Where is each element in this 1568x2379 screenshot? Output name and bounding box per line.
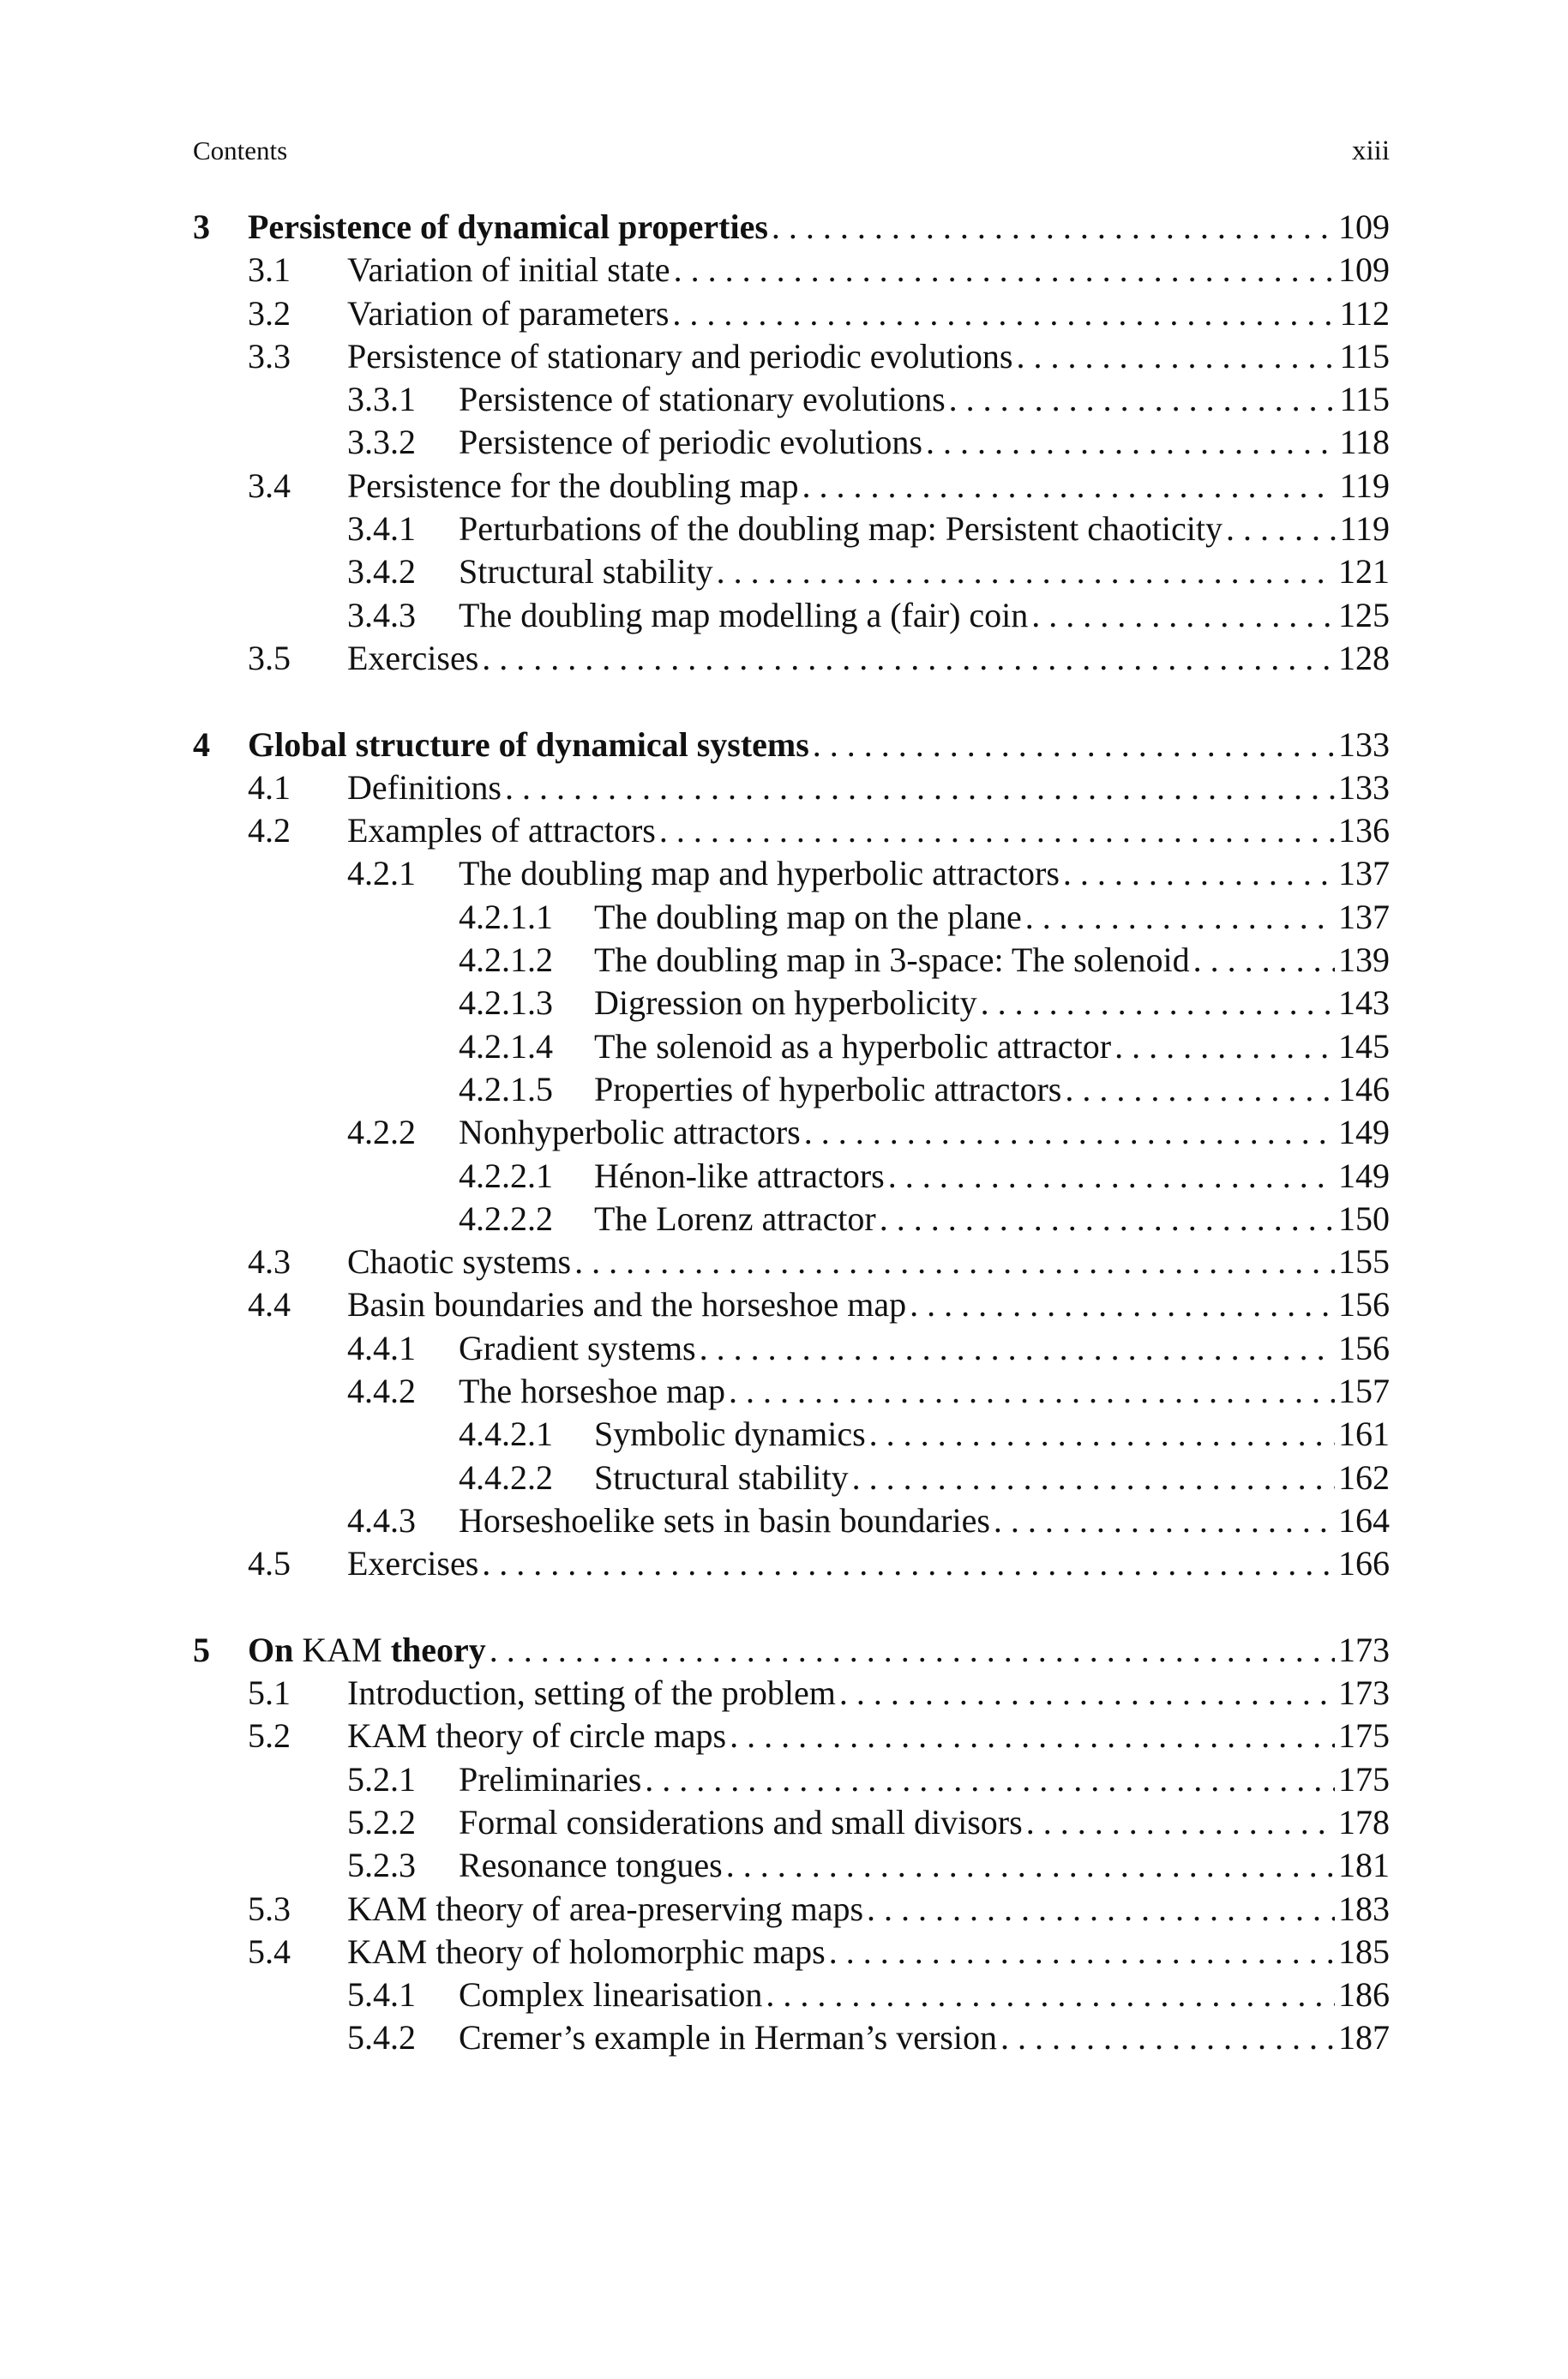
toc-entry-number: 4.3 <box>248 1242 291 1282</box>
toc-entry-row[interactable] <box>193 1542 1390 1585</box>
toc-entry-number: 4.4.2.2 <box>459 1457 553 1497</box>
dot-leader <box>926 421 1337 464</box>
toc-entry-number: 5.2.2 <box>347 1802 416 1841</box>
toc-entry <box>594 1025 1390 1068</box>
toc-entry-title: Cremer’s example in Herman’s version <box>459 2018 997 2058</box>
toc-entry <box>459 550 1390 593</box>
toc-entry-title: Definitions <box>347 767 502 807</box>
dot-leader <box>729 1370 1335 1413</box>
dot-leader <box>910 1283 1335 1326</box>
toc-page-number: 149 <box>1338 1156 1390 1195</box>
dot-leader <box>852 1457 1335 1499</box>
toc-entry-title: Persistence of stationary evolutions <box>459 380 946 419</box>
toc-page-number: 145 <box>1338 1026 1390 1066</box>
toc-entry-row[interactable] <box>193 1844 1390 1887</box>
toc-entry <box>248 724 1390 766</box>
toc-entry-row[interactable] <box>193 637 1390 680</box>
toc-entry <box>248 206 1390 249</box>
toc-entry <box>248 1629 1390 1672</box>
toc-entry-title: Chaotic systems <box>347 1242 572 1282</box>
toc-entry-number: 4.2 <box>248 811 291 850</box>
toc-entry-row[interactable] <box>193 766 1390 809</box>
dot-leader <box>1193 939 1335 982</box>
dot-leader <box>730 1715 1335 1757</box>
toc-entry-title: The doubling map in 3-space: The solenoid <box>594 940 1190 980</box>
page-number: xiii <box>1351 135 1390 166</box>
toc-page-number: 185 <box>1338 1931 1390 1971</box>
toc-entry-title: KAM theory of area-preserving maps <box>347 1889 864 1928</box>
toc-entry-title: Persistence of dynamical properties <box>248 207 768 246</box>
toc-entry-title: The solenoid as a hyperbolic attractor <box>594 1026 1112 1066</box>
toc-entry-row[interactable] <box>193 508 1390 550</box>
toc-entry <box>347 1672 1390 1715</box>
toc-entry-number: 4.4.2 <box>347 1372 416 1411</box>
toc-entry-title: Persistence for the doubling map <box>347 466 799 505</box>
toc-entry-title: Global structure of dynamical systems <box>248 724 809 764</box>
toc-entry-title: Structural stability <box>459 552 713 592</box>
dot-leader <box>1025 896 1335 939</box>
toc-entry-title: Complex linearisation <box>459 1975 763 2015</box>
toc-page-number: 119 <box>1339 466 1390 505</box>
dot-leader <box>1016 335 1336 378</box>
toc-title-part: theory <box>381 1630 486 1669</box>
toc-entry-title: The doubling map on the plane <box>594 897 1022 936</box>
toc-entry-row[interactable] <box>193 1241 1390 1283</box>
toc-entry-row[interactable] <box>193 1370 1390 1413</box>
toc-entry-title: Exercises <box>347 638 479 677</box>
toc-entry-row[interactable] <box>193 1457 1390 1499</box>
toc-entry-number: 3.3 <box>248 336 291 375</box>
dot-leader <box>1226 508 1337 550</box>
toc-entry-title: KAM theory of holomorphic maps <box>347 1931 826 1971</box>
toc-entry-row[interactable] <box>193 421 1390 464</box>
toc-page-number: 136 <box>1338 811 1390 850</box>
toc-page-number: 173 <box>1338 1673 1390 1713</box>
toc-entry-number: 4.2.1 <box>347 854 416 893</box>
toc-page-number: 175 <box>1338 1716 1390 1756</box>
dot-leader <box>981 982 1335 1024</box>
toc-entry <box>347 637 1390 680</box>
toc-entry-number: 4 <box>193 724 210 764</box>
toc-entry <box>594 939 1390 982</box>
dot-leader <box>829 1931 1335 1973</box>
toc-page-number: 128 <box>1338 638 1390 677</box>
toc-entry-number: 3.5 <box>248 638 291 677</box>
toc-entry-number: 5.4.1 <box>347 1975 416 2015</box>
toc-entry-number: 5.3 <box>248 1889 291 1928</box>
dot-leader <box>772 206 1335 249</box>
toc-entry-row[interactable] <box>193 1111 1390 1154</box>
toc-entry-row[interactable] <box>193 1801 1390 1844</box>
dot-leader <box>888 1155 1335 1198</box>
dot-leader <box>1063 852 1335 895</box>
toc-entry <box>459 1327 1390 1370</box>
toc-entry-row[interactable] <box>193 1672 1390 1715</box>
toc-title-acronym: KAM <box>302 1630 382 1669</box>
toc-page-number: 115 <box>1339 380 1390 419</box>
toc-entry <box>347 249 1390 291</box>
dot-leader <box>1114 1025 1335 1068</box>
toc-entry-title: Horseshoelike sets in basin boundaries <box>459 1500 990 1540</box>
toc-entry-row[interactable] <box>193 1973 1390 2016</box>
toc-entry-row[interactable] <box>193 1198 1390 1241</box>
toc-entry <box>594 1068 1390 1111</box>
toc-chapter-row[interactable] <box>193 206 1390 249</box>
toc-entry-title: Nonhyperbolic attractors <box>459 1113 801 1152</box>
toc-page-number: 181 <box>1338 1846 1390 1885</box>
toc-entry-number: 5.2.3 <box>347 1846 416 1885</box>
toc-entry-row[interactable] <box>193 2016 1390 2059</box>
toc-entry-number: 5.2.1 <box>347 1759 416 1799</box>
toc-entry-number: 4.4.3 <box>347 1500 416 1540</box>
toc-entry-row[interactable] <box>193 1888 1390 1931</box>
toc-page-number: 137 <box>1338 854 1390 893</box>
toc-entry-title: The doubling map modelling a (fair) coin <box>459 595 1029 634</box>
toc-page-number: 139 <box>1338 940 1390 980</box>
toc-page-number: 156 <box>1338 1285 1390 1325</box>
toc-entry <box>594 1198 1390 1241</box>
toc-entry <box>594 1413 1390 1456</box>
toc-page-number: 157 <box>1338 1372 1390 1411</box>
toc-entry <box>459 1801 1390 1844</box>
toc-entry-number: 4.4.1 <box>347 1328 416 1367</box>
toc-page-number: 143 <box>1338 983 1390 1023</box>
toc-entry <box>347 1241 1390 1283</box>
toc-page-number: 175 <box>1338 1759 1390 1799</box>
toc-entry-row[interactable] <box>193 939 1390 982</box>
toc-entry-number: 4.2.1.1 <box>459 897 553 936</box>
toc-page-number: 183 <box>1338 1889 1390 1928</box>
toc-page-number: 155 <box>1338 1242 1390 1282</box>
toc-entry <box>459 852 1390 895</box>
toc-entry-number: 3.4.3 <box>347 595 416 634</box>
toc-entry <box>459 508 1390 550</box>
running-header-title: Contents <box>193 135 288 165</box>
toc-entry-row[interactable] <box>193 1155 1390 1198</box>
dot-leader <box>717 550 1335 593</box>
toc-entry-title <box>248 1629 486 1672</box>
toc-entry-title: KAM theory of circle maps <box>347 1716 727 1756</box>
toc-page-number: 178 <box>1338 1802 1390 1841</box>
dot-leader <box>490 1629 1335 1672</box>
toc-entry-number: 3 <box>193 207 210 246</box>
toc-entry-title: The Lorenz attractor <box>594 1199 876 1238</box>
toc-entry-number: 3.3.1 <box>347 380 416 419</box>
toc-entry <box>347 1888 1390 1931</box>
dot-leader <box>482 1542 1335 1585</box>
toc-entry <box>347 766 1390 809</box>
toc-entry-title: Preliminaries <box>459 1759 642 1799</box>
toc-entry-number: 5.1 <box>248 1673 291 1713</box>
toc-page-number: 118 <box>1339 423 1390 462</box>
toc-entry-number: 4.4 <box>248 1285 291 1325</box>
toc-entry <box>347 1283 1390 1326</box>
toc-entry-row[interactable] <box>193 1327 1390 1370</box>
dot-leader <box>700 1327 1335 1370</box>
table-of-contents <box>193 206 1390 2060</box>
toc-entry-title: Perturbations of the doubling map: Persistent chaoticity <box>459 509 1223 549</box>
toc-entry-row[interactable] <box>193 1068 1390 1111</box>
dot-leader <box>659 809 1335 852</box>
dot-leader <box>867 1888 1335 1931</box>
toc-entry-title: Digression on hyperbolicity <box>594 983 977 1023</box>
toc-entry-number: 4.2.2 <box>347 1113 416 1152</box>
toc-entry <box>347 292 1390 335</box>
dot-leader <box>839 1672 1335 1715</box>
toc-entry <box>459 1973 1390 2016</box>
toc-entry-row[interactable] <box>193 594 1390 637</box>
toc-entry-row[interactable] <box>193 1499 1390 1542</box>
toc-entry-row[interactable] <box>193 1025 1390 1068</box>
toc-entry-row[interactable] <box>193 896 1390 939</box>
toc-entry <box>459 1758 1390 1801</box>
toc-entry <box>594 896 1390 939</box>
dot-leader <box>672 292 1336 335</box>
dot-leader <box>766 1973 1335 2016</box>
toc-entry-number: 4.2.2.1 <box>459 1156 553 1195</box>
toc-entry <box>594 1155 1390 1198</box>
toc-page-number: 115 <box>1339 336 1390 375</box>
toc-entry-title: Structural stability <box>594 1457 849 1497</box>
toc-entry-title: Properties of hyperbolic attractors <box>594 1069 1062 1108</box>
toc-page-number: 161 <box>1338 1415 1390 1454</box>
toc-title-part: On <box>248 1630 303 1669</box>
dot-leader <box>505 766 1335 809</box>
dot-leader <box>869 1413 1335 1456</box>
dot-leader <box>574 1241 1335 1283</box>
toc-page-number: 137 <box>1338 897 1390 936</box>
toc-entry-row[interactable] <box>193 809 1390 852</box>
toc-page-number: 109 <box>1338 207 1390 246</box>
toc-entry-title: Variation of initial state <box>347 250 670 290</box>
toc-entry-number: 5.4.2 <box>347 2018 416 2058</box>
toc-page-number: 121 <box>1338 552 1390 592</box>
toc-entry-row[interactable] <box>193 465 1390 508</box>
toc-entry-row[interactable] <box>193 852 1390 895</box>
toc-chapter-row[interactable] <box>193 1629 1390 1672</box>
dot-leader <box>482 637 1335 680</box>
toc-entry-title: Resonance tongues <box>459 1846 723 1885</box>
toc-entry-row[interactable] <box>193 982 1390 1024</box>
toc-page-number: 166 <box>1338 1544 1390 1583</box>
chapter-spacer <box>193 680 1390 723</box>
toc-page-number: 162 <box>1338 1457 1390 1497</box>
toc-page-number: 109 <box>1338 250 1390 290</box>
toc-entry <box>459 2016 1390 2059</box>
dot-leader <box>645 1758 1335 1801</box>
toc-entry-number: 4.2.1.3 <box>459 983 553 1023</box>
toc-entry-title: The doubling map and hyperbolic attractors <box>459 854 1060 893</box>
toc-page-number: 133 <box>1338 724 1390 764</box>
toc-entry <box>347 1542 1390 1585</box>
toc-entry <box>347 1931 1390 1973</box>
toc-entry-number: 3.4.2 <box>347 552 416 592</box>
toc-entry-row[interactable] <box>193 249 1390 291</box>
toc-entry-title: Basin boundaries and the horseshoe map <box>347 1285 907 1325</box>
toc-entry-row[interactable] <box>193 550 1390 593</box>
toc-entry-number: 5.4 <box>248 1931 291 1971</box>
toc-entry-number: 3.4 <box>248 466 291 505</box>
toc-entry <box>459 1499 1390 1542</box>
toc-entry-title: The horseshoe map <box>459 1372 726 1411</box>
toc-entry-title: Introduction, setting of the problem <box>347 1673 836 1713</box>
toc-page-number: 187 <box>1338 2018 1390 2058</box>
dot-leader <box>1065 1068 1335 1111</box>
toc-entry-number: 3.3.2 <box>347 423 416 462</box>
toc-entry-number: 3.2 <box>248 293 291 333</box>
toc-entry-title: Examples of attractors <box>347 811 656 850</box>
toc-page-number: 125 <box>1338 595 1390 634</box>
toc-page-number: 156 <box>1338 1328 1390 1367</box>
dot-leader <box>1031 594 1335 637</box>
toc-entry <box>594 1457 1390 1499</box>
toc-entry-number: 4.2.1.4 <box>459 1026 553 1066</box>
toc-page-number: 112 <box>1339 293 1390 333</box>
dot-leader <box>813 724 1335 766</box>
toc-entry <box>347 1715 1390 1757</box>
dot-leader <box>949 378 1337 421</box>
toc-entry-title: Formal considerations and small divisors <box>459 1802 1023 1841</box>
toc-entry-number: 3.1 <box>248 250 291 290</box>
toc-entry-title: Persistence of stationary and periodic evolutions <box>347 336 1013 375</box>
toc-page-number: 146 <box>1338 1069 1390 1108</box>
dot-leader <box>802 465 1337 508</box>
toc-entry-number: 5.2 <box>248 1716 291 1756</box>
toc-entry-row[interactable] <box>193 1715 1390 1757</box>
toc-entry-number: 4.2.1.5 <box>459 1069 553 1108</box>
toc-entry-title: Symbolic dynamics <box>594 1415 866 1454</box>
toc-entry <box>459 594 1390 637</box>
toc-entry-row[interactable] <box>193 1931 1390 1973</box>
toc-entry-row[interactable] <box>193 378 1390 421</box>
toc-entry-title: Hénon-like attractors <box>594 1156 885 1195</box>
toc-entry-number: 4.1 <box>248 767 291 807</box>
toc-page-number: 150 <box>1338 1199 1390 1238</box>
running-header <box>193 135 1390 175</box>
toc-entry-title: Gradient systems <box>459 1328 696 1367</box>
dot-leader <box>674 249 1335 291</box>
toc-entry-row[interactable] <box>193 1758 1390 1801</box>
toc-entry <box>459 1370 1390 1413</box>
toc-entry-number: 5 <box>193 1630 210 1669</box>
toc-page-number: 133 <box>1338 767 1390 807</box>
dot-leader <box>1026 1801 1335 1844</box>
toc-entry-title: Exercises <box>347 1544 479 1583</box>
toc-entry <box>347 809 1390 852</box>
toc-entry <box>594 982 1390 1024</box>
toc-entry-number: 3.4.1 <box>347 509 416 549</box>
toc-page-number: 164 <box>1338 1500 1390 1540</box>
toc-entry-row[interactable] <box>193 292 1390 335</box>
toc-page-number: 173 <box>1338 1630 1390 1669</box>
toc-page-number: 149 <box>1338 1113 1390 1152</box>
toc-entry-row[interactable] <box>193 1283 1390 1326</box>
toc-entry-row[interactable] <box>193 1413 1390 1456</box>
toc-entry-row[interactable] <box>193 335 1390 378</box>
dot-leader <box>880 1198 1335 1241</box>
toc-page-number: 186 <box>1338 1975 1390 2015</box>
toc-entry-title: Persistence of periodic evolutions <box>459 423 922 462</box>
toc-chapter-row[interactable] <box>193 724 1390 766</box>
toc-entry-number: 4.5 <box>248 1544 291 1583</box>
toc-entry-number: 4.4.2.1 <box>459 1415 553 1454</box>
toc-entry <box>459 421 1390 464</box>
toc-entry-number: 4.2.1.2 <box>459 940 553 980</box>
toc-entry-title: Variation of parameters <box>347 293 670 333</box>
toc-entry <box>459 1844 1390 1887</box>
toc-entry <box>459 1111 1390 1154</box>
toc-page-number: 119 <box>1339 509 1390 549</box>
dot-leader <box>804 1111 1335 1154</box>
toc-entry-number: 4.2.2.2 <box>459 1199 553 1238</box>
dot-leader <box>1000 2016 1335 2059</box>
dot-leader <box>726 1844 1335 1887</box>
toc-entry <box>347 335 1390 378</box>
toc-entry <box>347 465 1390 508</box>
toc-entry <box>459 378 1390 421</box>
chapter-spacer <box>193 1586 1390 1629</box>
dot-leader <box>994 1499 1335 1542</box>
